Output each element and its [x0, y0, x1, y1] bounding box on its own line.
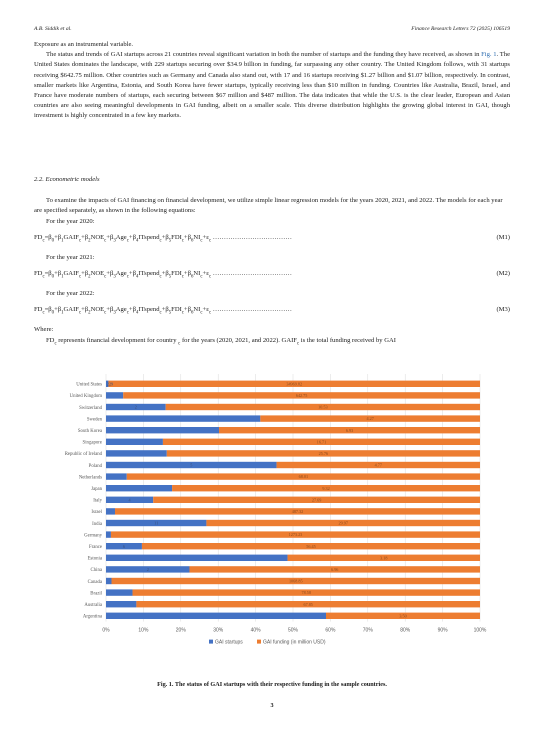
data-label-startups: 11 — [154, 520, 159, 526]
bar-gai-startups — [106, 613, 326, 619]
bar-gai-startups — [106, 450, 167, 456]
data-label-funding: 10.53 — [318, 404, 328, 410]
bar-gai-startups — [106, 439, 163, 445]
bar-gai-startups — [106, 555, 288, 561]
category-label: Australia — [84, 603, 102, 608]
bar-gai-startups — [106, 392, 123, 398]
x-tick-label: 50% — [287, 627, 299, 634]
startup-funding-chart — [34, 362, 510, 670]
category-label: Netherlands — [78, 475, 102, 481]
x-tick-label: 40% — [250, 627, 261, 634]
equation-m1: $FD_c=\beta_0+\beta_1GAIF_c+\beta_2NOE_c+\beta_3Age_c+\beta_4ITspend_c+\beta_5FDI_c+\beta_6NI_c+\varepsilon_c$ ……………………………… (M1) — [34, 233, 510, 247]
data-label-funding: 29.97 — [338, 520, 348, 526]
intro-paragraph: Exposure as an instrumental variable. — [34, 41, 134, 48]
data-label-funding: 3.18 — [380, 555, 388, 561]
x-tick-label: 80% — [400, 627, 411, 634]
where-part-d: is the total funding received by GAI — [299, 336, 396, 344]
category-label: Estonia — [87, 556, 102, 562]
results-text — [34, 40, 510, 122]
where-part-a: FD — [46, 336, 55, 344]
equation-label-m2: (M2) — [496, 270, 510, 278]
equation-intro-2022: For the year 2022: — [46, 290, 95, 298]
data-label-funding: 642.75 — [295, 393, 308, 398]
data-label-startups: 2 — [146, 567, 149, 572]
bar-gai-startups — [106, 473, 127, 479]
category-label: United States — [76, 382, 102, 388]
main-paragraph-part-a: The status and trends of GAI startups across 21 countries reveal significant variation in both the number of startups and the funding they have received, as shown in — [46, 51, 482, 59]
x-tick-label: 30% — [213, 627, 224, 634]
bar-gai-startups — [106, 427, 219, 433]
data-label-funding: 1068.85 — [288, 578, 303, 584]
bar-gai-startups — [106, 415, 260, 421]
data-label-funding: 78.58 — [301, 590, 311, 596]
equation-label-m1: (M1) — [496, 234, 510, 242]
category-label: China — [90, 568, 102, 574]
category-label: Italy — [93, 498, 102, 504]
data-label-startups: 4 — [128, 497, 131, 503]
data-label-funding: 6.93 — [345, 427, 354, 433]
data-label-startups: 229 — [106, 381, 114, 387]
category-label: India — [92, 521, 102, 527]
models-paragraph: To examine the impacts of GAI financing on financial development, we utilize simple linear regression models for the years 2020, 2021, and 2022. The models for each year are specified separately, as shown in the following equations: — [34, 197, 503, 215]
category-label: Republic of Ireland — [64, 452, 102, 458]
figure-caption: Fig. 1. The status of GAI startups with their respective funding in the sample countries. — [157, 681, 387, 688]
category-label: Poland — [88, 463, 102, 469]
data-label-funding: 1273.23 — [288, 532, 303, 538]
legend-swatch-startups — [209, 640, 213, 644]
data-label-funding: 9.32 — [322, 485, 330, 491]
data-label-startups: 2 — [134, 404, 137, 410]
equation-m3: $FD_c=\beta_0+\beta_1GAIF_c+\beta_2NOE_c+\beta_3Age_c+\beta_4ITspend_c+\beta_5FDI_c+\beta_6NI_c+\varepsilon_c$ ……………………………… (M3) — [34, 305, 510, 319]
x-tick-label: 20% — [175, 627, 186, 634]
category-label: Singapore — [82, 440, 102, 446]
x-tick-label: 90% — [437, 627, 448, 634]
bar-gai-startups — [106, 578, 112, 584]
data-label-funding: 67.85 — [303, 601, 313, 607]
data-label-funding: 56.45 — [306, 543, 316, 549]
category-label: Sweden — [86, 417, 102, 423]
data-label-funding: 68.01 — [298, 474, 309, 480]
category-label: Israel — [91, 510, 102, 516]
bar-gai-startups — [106, 589, 133, 595]
main-paragraph-part-b: . The United States dominates the landscape, with 229 startups securing over $34.9 billion in funding, far surpassing any other country. The United Kingdom follows, with 31 startups receiving $642.75 million. Other countries such as Germany and Canada also stand out, with 17 and 16 startups receiving $1.27 billion and $1.07 billion, respectively. In contrast, smaller markets like Argentina, Estonia, and South Korea have fewer startups, typically receiving less than $10 million in funding. Countries like Australia, Brazil, Israel, and France have moderate numbers of startups, each securing between $67 million and $487 million. The data indicates that while the U.S. is the clear leader, European and Asian countries are also seeing meaningful developments in GAI funding, albeit on a smaller scale. This diverse distribution highlights the growing global interest in GAI, though investment is highly concentrated in a few key markets. — [34, 51, 510, 120]
page-number: 3 — [270, 702, 274, 709]
legend-label-startups: GAI startups — [215, 639, 243, 646]
category-label: France — [88, 545, 102, 550]
legend-swatch-funding — [257, 640, 261, 644]
where-label: Where: — [34, 326, 54, 334]
running-header-journal: Finance Research Letters 72 (2025) 106519 — [411, 26, 510, 32]
x-tick-label: 10% — [138, 627, 149, 634]
category-label: Canada — [87, 579, 102, 585]
category-label: Switzerland — [79, 405, 102, 411]
main-paragraph — [34, 50, 510, 121]
category-label: Brazil — [90, 591, 102, 597]
data-label-funding: 16.71 — [316, 439, 327, 445]
where-part-c: for the years (2020, 2021, and 2022). GAIF — [180, 336, 297, 344]
bar-gai-startups — [106, 531, 111, 537]
running-header-authors: A.B. Siddik et al. — [34, 26, 72, 32]
bar-gai-startups — [106, 485, 172, 491]
data-label-funding: 4.27 — [366, 416, 374, 422]
data-label-funding: 4.77 — [374, 462, 382, 468]
figure-reference-link[interactable]: Fig. 1 — [481, 51, 497, 59]
where-definition: $FD_c$ represents financial development for country $_c$ for the years (2020, 2021, and 2022). $GAIF_c$ is the total funding received by GAI — [46, 336, 396, 346]
category-label: South Korea — [77, 429, 102, 434]
bar-gai-startups — [106, 508, 115, 514]
category-label: Germany — [84, 533, 102, 539]
data-label-funding: 34969.82 — [286, 381, 303, 387]
legend-label-funding: GAI funding (in million USD) — [263, 639, 326, 646]
category-label: Argentina — [82, 614, 102, 620]
bar-gai-startups — [106, 601, 136, 607]
where-part-b: represents financial development for country — [56, 336, 179, 344]
category-label: Japan — [91, 487, 102, 492]
equation-label-m3: (M3) — [496, 306, 510, 314]
models-block — [34, 196, 510, 349]
data-label-funding: 487.32 — [291, 509, 304, 514]
equation-m2: $FD_c=\beta_0+\beta_1GAIF_c+\beta_2NOE_c+\beta_3Age_c+\beta_4ITspend_c+\beta_5FDI_c+\beta_6NI_c+\varepsilon_c$ ……………………………… (M2) — [34, 269, 510, 283]
x-tick-label: 0% — [102, 627, 110, 634]
x-tick-label: 70% — [362, 627, 373, 634]
section-heading: 2.2. Econometric models — [34, 176, 100, 183]
data-label-startups: 5 — [190, 462, 193, 468]
equation-intro-2020: For the year 2020: — [46, 217, 95, 225]
data-label-startups: 6 — [122, 543, 126, 549]
data-label-funding: 25.76 — [318, 451, 329, 456]
data-label-funding: 6.96 — [331, 567, 339, 572]
data-label-funding: 27.69 — [311, 497, 322, 503]
x-tick-label: 100% — [473, 627, 487, 634]
category-label: United Kingdom — [69, 394, 102, 400]
data-label-funding: 3.50 — [399, 613, 407, 619]
equation-intro-2021: For the year 2021: — [46, 253, 95, 261]
x-tick-label: 60% — [325, 627, 336, 634]
